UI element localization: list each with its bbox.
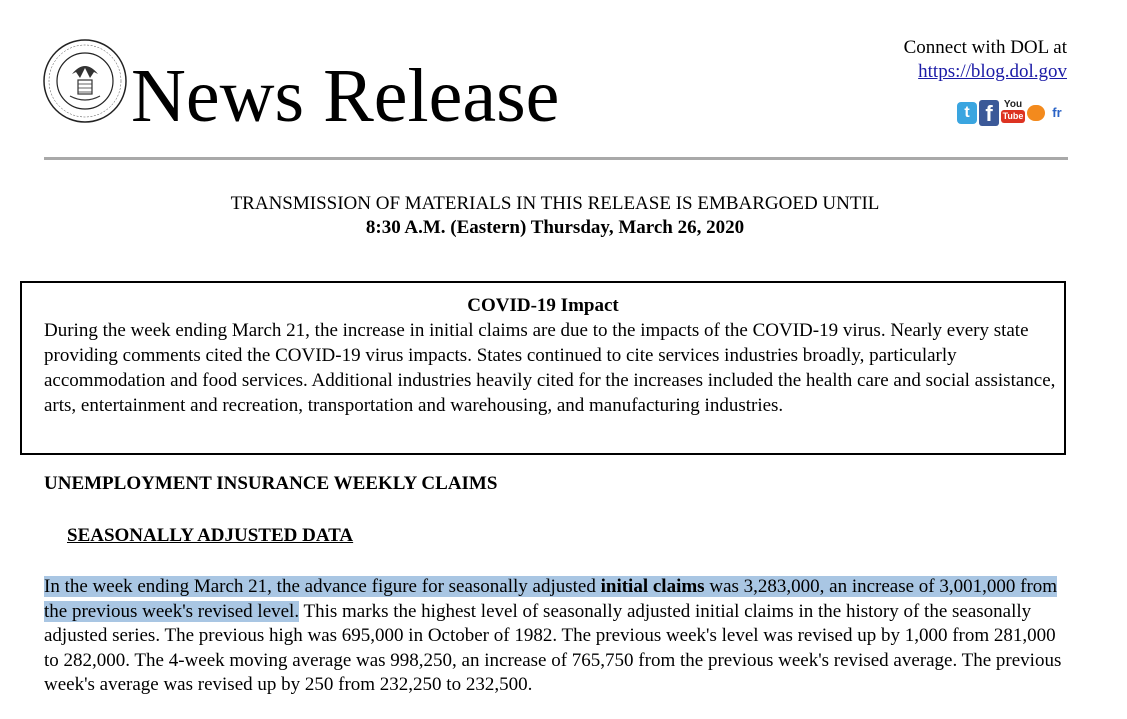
embargo-line-2: 8:30 A.M. (Eastern) Thursday, March 26, 2020 [365, 217, 745, 238]
header-divider [44, 157, 1068, 160]
twitter-icon[interactable]: t [957, 102, 977, 124]
embargo-line-1: TRANSMISSION OF MATERIALS IN THIS RELEASE IS EMBARGOED UNTIL [230, 193, 880, 214]
section-heading: UNEMPLOYMENT INSURANCE WEEKLY CLAIMS [44, 473, 498, 494]
page-title: News Release [131, 54, 560, 138]
blog-icon[interactable] [1027, 105, 1045, 121]
covid-box-title: COVID-19 Impact [467, 295, 619, 316]
covid-box-body: During the week ending March 21, the increase in initial claims are due to the impacts of the COVID-19 virus. Nearly every state providing comments cited the COVID-19 virus impacts. States continued to cite services industries broadly, particularly accommodation and food services. Additional industries heavily cited for the increases included the health care and social assistance, arts, entertainment and recreation, transportation and warehousing, and manufacturing industries. [44, 320, 1056, 416]
covid-impact-box [20, 281, 1066, 455]
blog-link[interactable]: https://blog.dol.gov [918, 61, 1067, 82]
flickr-icon[interactable]: fr [1047, 103, 1067, 123]
claims-paragraph [44, 575, 1074, 698]
highlighted-text-part-1: In the week ending March 21, the advance figure for seasonally adjusted [44, 576, 601, 597]
highlighted-text-part-2: was 3,283,000, an increase of 3,001,000 from the previous week's revised level. [44, 576, 1058, 622]
initial-claims-term: initial claims [600, 576, 705, 597]
dol-seal-logo [42, 38, 128, 124]
social-icons [957, 99, 1067, 127]
connect-block [904, 36, 1067, 84]
youtube-icon[interactable]: You Tube [1002, 99, 1024, 121]
facebook-icon[interactable]: f [979, 100, 999, 126]
connect-text: Connect with DOL at [903, 37, 1067, 58]
section-subheading: SEASONALLY ADJUSTED DATA [67, 525, 354, 546]
paragraph-rest: This marks the highest level of seasonally adjusted initial claims in the history of the seasonally adjusted series. The previous high was 695,000 in October of 1982. The previous week's level was revised up by 1,000 from 281,000 to 282,000. The 4-week moving average was 998,250, an increase of 765,750 from the previous week's revised average. The previous week's average was revised up by 250 from 232,250 to 232,500. [44, 600, 1062, 695]
